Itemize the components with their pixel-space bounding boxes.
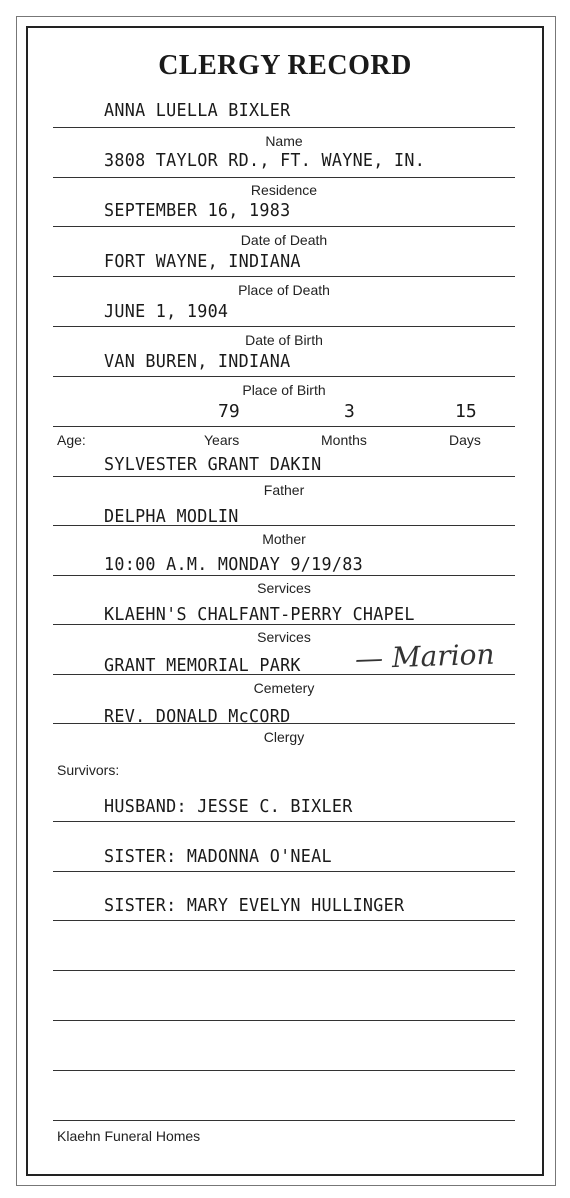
age-months-label: Months [321, 432, 367, 448]
father-rule [53, 476, 515, 477]
date-of-birth-label: Date of Birth [245, 332, 323, 348]
survivor-rule [53, 821, 515, 822]
place-of-death-rule [53, 276, 515, 277]
blank-rule [53, 1120, 515, 1121]
age-months-value: 3 [344, 401, 355, 422]
age-rule [53, 426, 515, 427]
services-place-label: Services [257, 629, 311, 645]
residence-label: Residence [250, 182, 318, 198]
footer-funeral-home: Klaehn Funeral Homes [57, 1128, 201, 1144]
mother-value: DELPHA MODLIN [104, 506, 239, 527]
place-of-death-label: Place of Death [238, 282, 330, 298]
age-days-value: 15 [455, 401, 477, 422]
survivor-line: SISTER: MADONNA O'NEAL [104, 846, 332, 867]
cemetery-label: Cemetery [253, 680, 315, 696]
father-value: SYLVESTER GRANT DAKIN [104, 454, 322, 475]
name-value: ANNA LUELLA BIXLER [104, 100, 291, 121]
services-time-rule [53, 575, 515, 576]
place-of-birth-value: VAN BUREN, INDIANA [104, 351, 291, 372]
cemetery-handwritten-note: — Marion [354, 637, 496, 676]
card-title: CLERGY RECORD [158, 50, 412, 81]
services-time-label: Services [257, 580, 311, 596]
place-of-birth-label: Place of Birth [242, 382, 326, 398]
age-years-label: Years [204, 432, 240, 448]
date-of-death-value: SEPTEMBER 16, 1983 [104, 200, 291, 221]
survivor-rule [53, 920, 515, 921]
blank-rule [53, 970, 515, 971]
clergy-value: REV. DONALD McCORD [104, 706, 291, 727]
name-label: Name [265, 133, 303, 149]
age-label: Age: [57, 432, 86, 448]
date-of-birth-rule [53, 326, 515, 327]
blank-rule [53, 1020, 515, 1021]
cemetery-rule [53, 674, 515, 675]
services-time-value: 10:00 A.M. MONDAY 9/19/83 [104, 554, 363, 575]
clergy-record-card [26, 26, 544, 1176]
age-days-label: Days [449, 432, 481, 448]
mother-label: Mother [262, 531, 306, 547]
survivor-rule [53, 871, 515, 872]
father-label: Father [263, 482, 305, 498]
survivors-label: Survivors: [57, 762, 120, 778]
place-of-death-value: FORT WAYNE, INDIANA [104, 251, 301, 272]
blank-rule [53, 1070, 515, 1071]
survivor-line: HUSBAND: JESSE C. BIXLER [104, 796, 353, 817]
name-rule [53, 127, 515, 128]
date-of-death-rule [53, 226, 515, 227]
residence-rule [53, 177, 515, 178]
residence-value: 3808 TAYLOR RD., FT. WAYNE, IN. [104, 150, 426, 171]
survivor-line: SISTER: MARY EVELYN HULLINGER [104, 895, 405, 916]
clergy-label: Clergy [263, 729, 305, 745]
place-of-birth-rule [53, 376, 515, 377]
date-of-birth-value: JUNE 1, 1904 [104, 301, 229, 322]
services-place-value: KLAEHN'S CHALFANT-PERRY CHAPEL [104, 604, 415, 625]
cemetery-value: GRANT MEMORIAL PARK [104, 655, 301, 676]
age-years-value: 79 [218, 401, 240, 422]
clergy-rule [53, 723, 515, 724]
date-of-death-label: Date of Death [240, 232, 328, 248]
mother-rule [53, 525, 515, 526]
services-place-rule [53, 624, 515, 625]
